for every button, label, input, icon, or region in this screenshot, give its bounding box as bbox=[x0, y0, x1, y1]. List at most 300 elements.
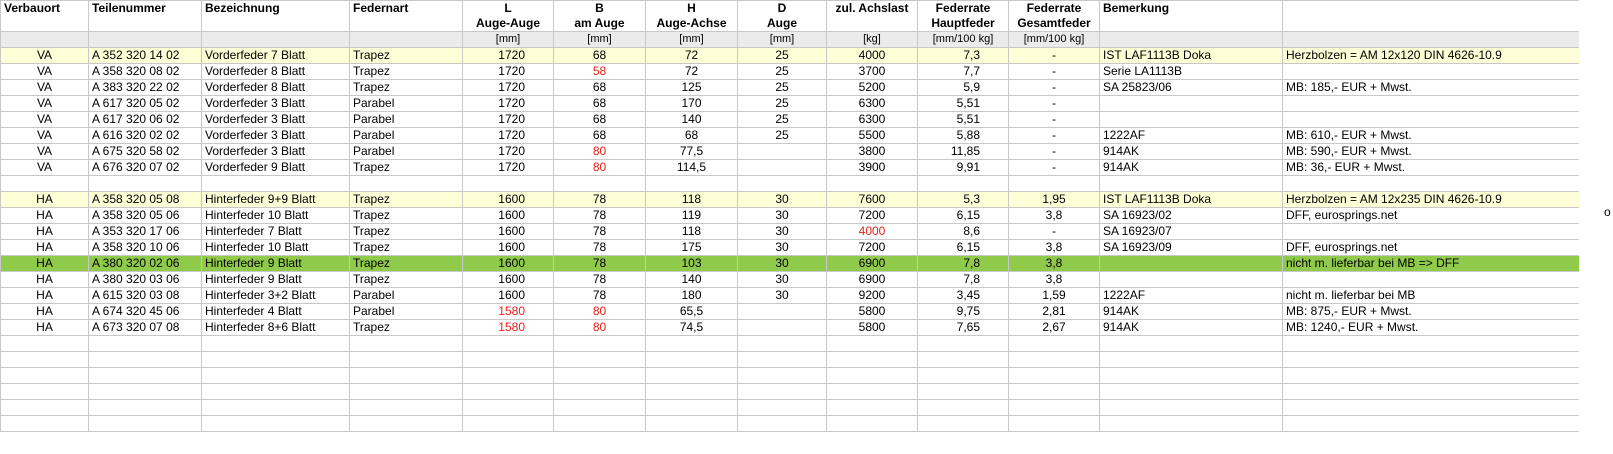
cell-federrate-haupt[interactable] bbox=[918, 400, 1009, 416]
cell-d[interactable]: 30 bbox=[738, 256, 827, 272]
cell-h[interactable] bbox=[646, 400, 738, 416]
cell-l[interactable]: 1720 bbox=[463, 48, 554, 64]
cell-d[interactable] bbox=[738, 400, 827, 416]
cell-b[interactable]: 68 bbox=[554, 128, 646, 144]
cell-bemerkung[interactable] bbox=[1100, 352, 1283, 368]
cell-bezeichnung[interactable]: Vorderfeder 3 Blatt bbox=[202, 128, 350, 144]
cell-federrate-haupt[interactable] bbox=[918, 336, 1009, 352]
cell-notiz[interactable]: Herzbolzen = AM 12x120 DIN 4626-10.9 bbox=[1283, 48, 1579, 64]
cell-bemerkung[interactable]: Serie LA1113B bbox=[1100, 64, 1283, 80]
cell-d[interactable]: 25 bbox=[738, 64, 827, 80]
cell-b[interactable]: 58 bbox=[554, 64, 646, 80]
cell-teilenummer[interactable]: A 615 320 03 08 bbox=[89, 288, 202, 304]
cell-l[interactable]: 1720 bbox=[463, 80, 554, 96]
cell-bezeichnung[interactable] bbox=[202, 176, 350, 192]
cell-bemerkung[interactable]: 914AK bbox=[1100, 160, 1283, 176]
cell-federrate-haupt[interactable]: 5,51 bbox=[918, 112, 1009, 128]
cell-h[interactable] bbox=[646, 336, 738, 352]
header-achslast[interactable]: zul. Achslast bbox=[827, 1, 918, 17]
cell-bezeichnung[interactable]: Vorderfeder 3 Blatt bbox=[202, 144, 350, 160]
cell-federrate-gesamt[interactable]: 3,8 bbox=[1009, 256, 1100, 272]
cell-b[interactable] bbox=[554, 336, 646, 352]
cell-achslast[interactable]: 5200 bbox=[827, 80, 918, 96]
cell-federrate-gesamt[interactable] bbox=[1009, 352, 1100, 368]
cell-federrate-gesamt[interactable] bbox=[1009, 384, 1100, 400]
cell-bemerkung[interactable] bbox=[1100, 176, 1283, 192]
cell-notiz[interactable]: MB: 610,- EUR + Mwst. bbox=[1283, 128, 1579, 144]
cell-bezeichnung[interactable]: Hinterfeder 3+2 Blatt bbox=[202, 288, 350, 304]
cell-l[interactable] bbox=[463, 176, 554, 192]
subheader-federrate-haupt[interactable]: Hauptfeder bbox=[918, 16, 1009, 32]
cell-d[interactable]: 30 bbox=[738, 240, 827, 256]
subheader-d[interactable]: Auge bbox=[738, 16, 827, 32]
cell-d[interactable] bbox=[738, 320, 827, 336]
cell-teilenummer[interactable]: A 617 320 06 02 bbox=[89, 112, 202, 128]
cell-verbauort[interactable] bbox=[1, 176, 89, 192]
cell-teilenummer[interactable]: A 358 320 05 06 bbox=[89, 208, 202, 224]
cell-teilenummer[interactable] bbox=[89, 368, 202, 384]
cell-federrate-haupt[interactable]: 8,6 bbox=[918, 224, 1009, 240]
cell-bezeichnung[interactable]: Vorderfeder 9 Blatt bbox=[202, 160, 350, 176]
cell-h[interactable] bbox=[646, 416, 738, 432]
cell-notiz[interactable] bbox=[1283, 96, 1579, 112]
cell-bezeichnung[interactable]: Hinterfeder 9 Blatt bbox=[202, 272, 350, 288]
cell-notiz[interactable] bbox=[1283, 64, 1579, 80]
cell-federnart[interactable] bbox=[350, 176, 463, 192]
cell-h[interactable] bbox=[646, 384, 738, 400]
cell-h[interactable]: 68 bbox=[646, 128, 738, 144]
cell-federnart[interactable]: Trapez bbox=[350, 80, 463, 96]
header-d[interactable]: D bbox=[738, 1, 827, 17]
cell-h[interactable]: 77,5 bbox=[646, 144, 738, 160]
cell-federrate-gesamt[interactable] bbox=[1009, 176, 1100, 192]
header-l[interactable]: L bbox=[463, 1, 554, 17]
cell-federrate-haupt[interactable]: 9,91 bbox=[918, 160, 1009, 176]
cell-achslast[interactable]: 5800 bbox=[827, 304, 918, 320]
cell-achslast[interactable]: 3700 bbox=[827, 64, 918, 80]
cell-teilenummer[interactable]: A 358 320 05 08 bbox=[89, 192, 202, 208]
cell-achslast[interactable] bbox=[827, 368, 918, 384]
cell-achslast[interactable]: 6900 bbox=[827, 256, 918, 272]
unit-federrate-haupt[interactable]: [mm/100 kg] bbox=[918, 32, 1009, 48]
cell-h[interactable]: 72 bbox=[646, 64, 738, 80]
cell-federnart[interactable] bbox=[350, 384, 463, 400]
subheader-bezeichnung[interactable] bbox=[202, 16, 350, 32]
header-verbauort[interactable]: Verbauort bbox=[1, 1, 89, 17]
cell-achslast[interactable]: 4000 bbox=[827, 48, 918, 64]
cell-bezeichnung[interactable] bbox=[202, 400, 350, 416]
cell-l[interactable]: 1600 bbox=[463, 256, 554, 272]
unit-federrate-gesamt[interactable]: [mm/100 kg] bbox=[1009, 32, 1100, 48]
cell-bezeichnung[interactable]: Hinterfeder 4 Blatt bbox=[202, 304, 350, 320]
header-teilenummer[interactable]: Teilenummer bbox=[89, 1, 202, 17]
cell-bemerkung[interactable]: 1222AF bbox=[1100, 288, 1283, 304]
cell-federrate-haupt[interactable] bbox=[918, 176, 1009, 192]
cell-teilenummer[interactable] bbox=[89, 416, 202, 432]
cell-bemerkung[interactable] bbox=[1100, 272, 1283, 288]
cell-federnart[interactable] bbox=[350, 352, 463, 368]
cell-d[interactable]: 30 bbox=[738, 208, 827, 224]
cell-notiz[interactable] bbox=[1283, 352, 1579, 368]
cell-federrate-gesamt[interactable]: - bbox=[1009, 48, 1100, 64]
cell-notiz[interactable]: MB: 185,- EUR + Mwst. bbox=[1283, 80, 1579, 96]
cell-teilenummer[interactable] bbox=[89, 384, 202, 400]
cell-b[interactable]: 78 bbox=[554, 272, 646, 288]
cell-federrate-gesamt[interactable]: 3,8 bbox=[1009, 208, 1100, 224]
cell-bemerkung[interactable]: SA 16923/07 bbox=[1100, 224, 1283, 240]
cell-achslast[interactable]: 3800 bbox=[827, 144, 918, 160]
cell-teilenummer[interactable]: A 380 320 02 06 bbox=[89, 256, 202, 272]
cell-federrate-haupt[interactable]: 5,51 bbox=[918, 96, 1009, 112]
subheader-federnart[interactable] bbox=[350, 16, 463, 32]
cell-bemerkung[interactable]: SA 16923/02 bbox=[1100, 208, 1283, 224]
header-bezeichnung[interactable]: Bezeichnung bbox=[202, 1, 350, 17]
cell-federrate-haupt[interactable]: 5,3 bbox=[918, 192, 1009, 208]
cell-d[interactable] bbox=[738, 336, 827, 352]
cell-federnart[interactable]: Trapez bbox=[350, 240, 463, 256]
unit-verbauort[interactable] bbox=[1, 32, 89, 48]
cell-federrate-gesamt[interactable]: - bbox=[1009, 144, 1100, 160]
cell-federrate-gesamt[interactable]: 2,81 bbox=[1009, 304, 1100, 320]
cell-l[interactable]: 1720 bbox=[463, 96, 554, 112]
cell-achslast[interactable]: 3900 bbox=[827, 160, 918, 176]
cell-d[interactable] bbox=[738, 352, 827, 368]
cell-achslast[interactable] bbox=[827, 416, 918, 432]
cell-l[interactable]: 1720 bbox=[463, 144, 554, 160]
cell-achslast[interactable]: 7600 bbox=[827, 192, 918, 208]
cell-l[interactable] bbox=[463, 368, 554, 384]
cell-federrate-gesamt[interactable] bbox=[1009, 368, 1100, 384]
cell-h[interactable] bbox=[646, 176, 738, 192]
cell-bezeichnung[interactable]: Hinterfeder 9+9 Blatt bbox=[202, 192, 350, 208]
cell-teilenummer[interactable]: A 617 320 05 02 bbox=[89, 96, 202, 112]
cell-federnart[interactable]: Parabel bbox=[350, 288, 463, 304]
subheader-bemerkung[interactable] bbox=[1100, 16, 1283, 32]
cell-federnart[interactable] bbox=[350, 368, 463, 384]
cell-bezeichnung[interactable]: Hinterfeder 10 Blatt bbox=[202, 240, 350, 256]
cell-b[interactable]: 68 bbox=[554, 80, 646, 96]
cell-bemerkung[interactable] bbox=[1100, 112, 1283, 128]
cell-d[interactable]: 25 bbox=[738, 96, 827, 112]
cell-l[interactable]: 1600 bbox=[463, 208, 554, 224]
cell-federrate-haupt[interactable]: 6,15 bbox=[918, 208, 1009, 224]
cell-achslast[interactable] bbox=[827, 384, 918, 400]
cell-bezeichnung[interactable]: Hinterfeder 9 Blatt bbox=[202, 256, 350, 272]
unit-notiz[interactable] bbox=[1283, 32, 1579, 48]
cell-h[interactable]: 140 bbox=[646, 272, 738, 288]
cell-b[interactable] bbox=[554, 400, 646, 416]
cell-achslast[interactable]: 7200 bbox=[827, 208, 918, 224]
cell-bezeichnung[interactable] bbox=[202, 416, 350, 432]
cell-federrate-gesamt[interactable]: 2,67 bbox=[1009, 320, 1100, 336]
cell-teilenummer[interactable] bbox=[89, 400, 202, 416]
cell-d[interactable]: 30 bbox=[738, 224, 827, 240]
cell-d[interactable] bbox=[738, 176, 827, 192]
cell-verbauort[interactable]: VA bbox=[1, 80, 89, 96]
cell-b[interactable]: 78 bbox=[554, 224, 646, 240]
cell-federnart[interactable]: Trapez bbox=[350, 160, 463, 176]
cell-federrate-gesamt[interactable]: 3,8 bbox=[1009, 240, 1100, 256]
cell-federrate-gesamt[interactable]: 1,95 bbox=[1009, 192, 1100, 208]
cell-bemerkung[interactable] bbox=[1100, 416, 1283, 432]
cell-teilenummer[interactable]: A 358 320 10 06 bbox=[89, 240, 202, 256]
cell-verbauort[interactable]: VA bbox=[1, 160, 89, 176]
cell-h[interactable] bbox=[646, 352, 738, 368]
cell-l[interactable] bbox=[463, 336, 554, 352]
cell-verbauort[interactable] bbox=[1, 400, 89, 416]
cell-h[interactable]: 118 bbox=[646, 192, 738, 208]
cell-notiz[interactable]: nicht m. lieferbar bei MB => DFF bbox=[1283, 256, 1579, 272]
cell-teilenummer[interactable] bbox=[89, 352, 202, 368]
cell-verbauort[interactable] bbox=[1, 352, 89, 368]
cell-teilenummer[interactable]: A 675 320 58 02 bbox=[89, 144, 202, 160]
cell-l[interactable] bbox=[463, 416, 554, 432]
cell-federnart[interactable]: Trapez bbox=[350, 192, 463, 208]
cell-l[interactable]: 1720 bbox=[463, 160, 554, 176]
cell-b[interactable]: 78 bbox=[554, 208, 646, 224]
cell-notiz[interactable] bbox=[1283, 384, 1579, 400]
cell-verbauort[interactable]: VA bbox=[1, 144, 89, 160]
cell-federrate-gesamt[interactable] bbox=[1009, 336, 1100, 352]
cell-teilenummer[interactable]: A 676 320 07 02 bbox=[89, 160, 202, 176]
cell-bemerkung[interactable] bbox=[1100, 384, 1283, 400]
cell-achslast[interactable]: 6300 bbox=[827, 112, 918, 128]
cell-teilenummer[interactable]: A 673 320 07 08 bbox=[89, 320, 202, 336]
cell-l[interactable]: 1600 bbox=[463, 192, 554, 208]
cell-bezeichnung[interactable]: Vorderfeder 3 Blatt bbox=[202, 112, 350, 128]
header-bemerkung[interactable]: Bemerkung bbox=[1100, 1, 1283, 17]
cell-verbauort[interactable]: HA bbox=[1, 288, 89, 304]
cell-h[interactable]: 180 bbox=[646, 288, 738, 304]
cell-federnart[interactable]: Parabel bbox=[350, 128, 463, 144]
cell-achslast[interactable] bbox=[827, 176, 918, 192]
cell-federrate-gesamt[interactable]: - bbox=[1009, 128, 1100, 144]
cell-h[interactable]: 175 bbox=[646, 240, 738, 256]
cell-verbauort[interactable]: HA bbox=[1, 192, 89, 208]
cell-federrate-haupt[interactable]: 7,7 bbox=[918, 64, 1009, 80]
cell-notiz[interactable] bbox=[1283, 368, 1579, 384]
cell-federnart[interactable] bbox=[350, 336, 463, 352]
cell-notiz[interactable] bbox=[1283, 224, 1579, 240]
cell-bemerkung[interactable]: SA 16923/09 bbox=[1100, 240, 1283, 256]
cell-federrate-haupt[interactable]: 7,8 bbox=[918, 272, 1009, 288]
cell-h[interactable]: 65,5 bbox=[646, 304, 738, 320]
cell-b[interactable] bbox=[554, 352, 646, 368]
cell-verbauort[interactable]: VA bbox=[1, 64, 89, 80]
cell-federrate-haupt[interactable] bbox=[918, 352, 1009, 368]
cell-federrate-haupt[interactable] bbox=[918, 368, 1009, 384]
cell-verbauort[interactable] bbox=[1, 416, 89, 432]
cell-federrate-haupt[interactable]: 5,9 bbox=[918, 80, 1009, 96]
cell-notiz[interactable]: MB: 590,- EUR + Mwst. bbox=[1283, 144, 1579, 160]
header-federrate-gesamt[interactable]: Federrate bbox=[1009, 1, 1100, 17]
cell-d[interactable]: 30 bbox=[738, 272, 827, 288]
cell-bemerkung[interactable]: 1222AF bbox=[1100, 128, 1283, 144]
cell-teilenummer[interactable]: A 352 320 14 02 bbox=[89, 48, 202, 64]
cell-verbauort[interactable]: HA bbox=[1, 320, 89, 336]
cell-h[interactable]: 72 bbox=[646, 48, 738, 64]
cell-federrate-gesamt[interactable]: - bbox=[1009, 96, 1100, 112]
cell-bemerkung[interactable] bbox=[1100, 256, 1283, 272]
subheader-b[interactable]: am Auge bbox=[554, 16, 646, 32]
unit-b[interactable]: [mm] bbox=[554, 32, 646, 48]
cell-federnart[interactable]: Parabel bbox=[350, 96, 463, 112]
cell-d[interactable]: 25 bbox=[738, 80, 827, 96]
cell-l[interactable]: 1600 bbox=[463, 288, 554, 304]
cell-bemerkung[interactable]: SA 25823/06 bbox=[1100, 80, 1283, 96]
unit-bemerkung[interactable] bbox=[1100, 32, 1283, 48]
cell-teilenummer[interactable]: A 674 320 45 06 bbox=[89, 304, 202, 320]
cell-b[interactable]: 78 bbox=[554, 240, 646, 256]
cell-notiz[interactable] bbox=[1283, 272, 1579, 288]
cell-b[interactable]: 78 bbox=[554, 256, 646, 272]
cell-bemerkung[interactable] bbox=[1100, 368, 1283, 384]
cell-h[interactable]: 170 bbox=[646, 96, 738, 112]
cell-notiz[interactable]: DFF, eurosprings.net bbox=[1283, 208, 1579, 224]
unit-d[interactable]: [mm] bbox=[738, 32, 827, 48]
cell-notiz[interactable]: DFF, eurosprings.net bbox=[1283, 240, 1579, 256]
cell-bezeichnung[interactable]: Hinterfeder 7 Blatt bbox=[202, 224, 350, 240]
cell-federnart[interactable]: Trapez bbox=[350, 48, 463, 64]
cell-bemerkung[interactable] bbox=[1100, 96, 1283, 112]
header-federnart[interactable]: Federnart bbox=[350, 1, 463, 17]
cell-verbauort[interactable]: HA bbox=[1, 240, 89, 256]
cell-b[interactable]: 80 bbox=[554, 144, 646, 160]
cell-l[interactable] bbox=[463, 400, 554, 416]
cell-b[interactable] bbox=[554, 416, 646, 432]
cell-teilenummer[interactable] bbox=[89, 336, 202, 352]
cell-b[interactable]: 80 bbox=[554, 160, 646, 176]
cell-teilenummer[interactable]: A 380 320 03 06 bbox=[89, 272, 202, 288]
cell-notiz[interactable]: nicht m. lieferbar bei MB bbox=[1283, 288, 1579, 304]
cell-d[interactable]: 30 bbox=[738, 192, 827, 208]
cell-teilenummer[interactable] bbox=[89, 176, 202, 192]
cell-l[interactable]: 1720 bbox=[463, 128, 554, 144]
cell-l[interactable]: 1600 bbox=[463, 272, 554, 288]
cell-l[interactable]: 1600 bbox=[463, 240, 554, 256]
cell-achslast[interactable] bbox=[827, 352, 918, 368]
cell-federrate-gesamt[interactable]: - bbox=[1009, 224, 1100, 240]
cell-notiz[interactable] bbox=[1283, 400, 1579, 416]
unit-federnart[interactable] bbox=[350, 32, 463, 48]
cell-achslast[interactable]: 5500 bbox=[827, 128, 918, 144]
cell-d[interactable] bbox=[738, 368, 827, 384]
unit-teilenummer[interactable] bbox=[89, 32, 202, 48]
cell-achslast[interactable]: 6300 bbox=[827, 96, 918, 112]
cell-notiz[interactable]: MB: 36,- EUR + Mwst. bbox=[1283, 160, 1579, 176]
cell-h[interactable]: 103 bbox=[646, 256, 738, 272]
cell-verbauort[interactable]: VA bbox=[1, 112, 89, 128]
cell-federnart[interactable]: Parabel bbox=[350, 144, 463, 160]
cell-achslast[interactable]: 7200 bbox=[827, 240, 918, 256]
cell-bemerkung[interactable] bbox=[1100, 400, 1283, 416]
cell-l[interactable] bbox=[463, 384, 554, 400]
cell-h[interactable]: 119 bbox=[646, 208, 738, 224]
subheader-notiz[interactable] bbox=[1283, 16, 1579, 32]
cell-h[interactable] bbox=[646, 368, 738, 384]
cell-federnart[interactable]: Trapez bbox=[350, 208, 463, 224]
cell-verbauort[interactable] bbox=[1, 384, 89, 400]
header-b[interactable]: B bbox=[554, 1, 646, 17]
cell-d[interactable]: 30 bbox=[738, 288, 827, 304]
cell-notiz[interactable] bbox=[1283, 336, 1579, 352]
cell-d[interactable] bbox=[738, 304, 827, 320]
cell-notiz[interactable]: MB: 875,- EUR + Mwst. bbox=[1283, 304, 1579, 320]
cell-achslast[interactable]: 9200 bbox=[827, 288, 918, 304]
cell-bezeichnung[interactable]: Vorderfeder 8 Blatt bbox=[202, 80, 350, 96]
cell-verbauort[interactable]: HA bbox=[1, 256, 89, 272]
cell-b[interactable]: 68 bbox=[554, 48, 646, 64]
cell-b[interactable] bbox=[554, 384, 646, 400]
cell-federrate-haupt[interactable] bbox=[918, 416, 1009, 432]
cell-bemerkung[interactable]: 914AK bbox=[1100, 304, 1283, 320]
cell-b[interactable] bbox=[554, 176, 646, 192]
cell-federnart[interactable]: Parabel bbox=[350, 112, 463, 128]
cell-l[interactable]: 1580 bbox=[463, 304, 554, 320]
cell-verbauort[interactable]: HA bbox=[1, 224, 89, 240]
cell-d[interactable] bbox=[738, 160, 827, 176]
cell-federrate-haupt[interactable]: 7,65 bbox=[918, 320, 1009, 336]
cell-federrate-haupt[interactable]: 7,8 bbox=[918, 256, 1009, 272]
subheader-verbauort[interactable] bbox=[1, 16, 89, 32]
cell-bezeichnung[interactable]: Hinterfeder 8+6 Blatt bbox=[202, 320, 350, 336]
cell-federrate-haupt[interactable] bbox=[918, 384, 1009, 400]
cell-federrate-haupt[interactable]: 5,88 bbox=[918, 128, 1009, 144]
cell-teilenummer[interactable]: A 353 320 17 06 bbox=[89, 224, 202, 240]
cell-verbauort[interactable]: VA bbox=[1, 48, 89, 64]
cell-notiz[interactable] bbox=[1283, 112, 1579, 128]
cell-bezeichnung[interactable]: Vorderfeder 7 Blatt bbox=[202, 48, 350, 64]
cell-federnart[interactable]: Trapez bbox=[350, 320, 463, 336]
header-h[interactable]: H bbox=[646, 1, 738, 17]
cell-l[interactable]: 1600 bbox=[463, 224, 554, 240]
cell-d[interactable] bbox=[738, 384, 827, 400]
cell-verbauort[interactable]: HA bbox=[1, 304, 89, 320]
cell-bezeichnung[interactable]: Hinterfeder 10 Blatt bbox=[202, 208, 350, 224]
header-federrate-haupt[interactable]: Federrate bbox=[918, 1, 1009, 17]
cell-teilenummer[interactable]: A 616 320 02 02 bbox=[89, 128, 202, 144]
cell-l[interactable]: 1720 bbox=[463, 112, 554, 128]
cell-b[interactable]: 78 bbox=[554, 192, 646, 208]
cell-federrate-gesamt[interactable] bbox=[1009, 400, 1100, 416]
cell-federnart[interactable]: Trapez bbox=[350, 256, 463, 272]
cell-federrate-gesamt[interactable]: 3,8 bbox=[1009, 272, 1100, 288]
cell-federrate-haupt[interactable]: 3,45 bbox=[918, 288, 1009, 304]
unit-l[interactable]: [mm] bbox=[463, 32, 554, 48]
cell-b[interactable]: 80 bbox=[554, 320, 646, 336]
cell-b[interactable]: 80 bbox=[554, 304, 646, 320]
cell-bezeichnung[interactable] bbox=[202, 384, 350, 400]
cell-achslast[interactable]: 5800 bbox=[827, 320, 918, 336]
cell-teilenummer[interactable]: A 358 320 08 02 bbox=[89, 64, 202, 80]
cell-bemerkung[interactable] bbox=[1100, 336, 1283, 352]
cell-verbauort[interactable]: HA bbox=[1, 272, 89, 288]
cell-b[interactable]: 68 bbox=[554, 112, 646, 128]
cell-verbauort[interactable] bbox=[1, 336, 89, 352]
cell-bemerkung[interactable]: IST LAF1113B Doka bbox=[1100, 48, 1283, 64]
cell-verbauort[interactable]: VA bbox=[1, 128, 89, 144]
cell-federrate-gesamt[interactable]: - bbox=[1009, 64, 1100, 80]
cell-h[interactable]: 74,5 bbox=[646, 320, 738, 336]
cell-d[interactable]: 25 bbox=[738, 48, 827, 64]
cell-h[interactable]: 118 bbox=[646, 224, 738, 240]
cell-d[interactable] bbox=[738, 144, 827, 160]
cell-bezeichnung[interactable]: Vorderfeder 8 Blatt bbox=[202, 64, 350, 80]
header-notiz[interactable] bbox=[1283, 1, 1579, 17]
cell-achslast[interactable] bbox=[827, 400, 918, 416]
cell-verbauort[interactable] bbox=[1, 368, 89, 384]
cell-verbauort[interactable]: HA bbox=[1, 208, 89, 224]
